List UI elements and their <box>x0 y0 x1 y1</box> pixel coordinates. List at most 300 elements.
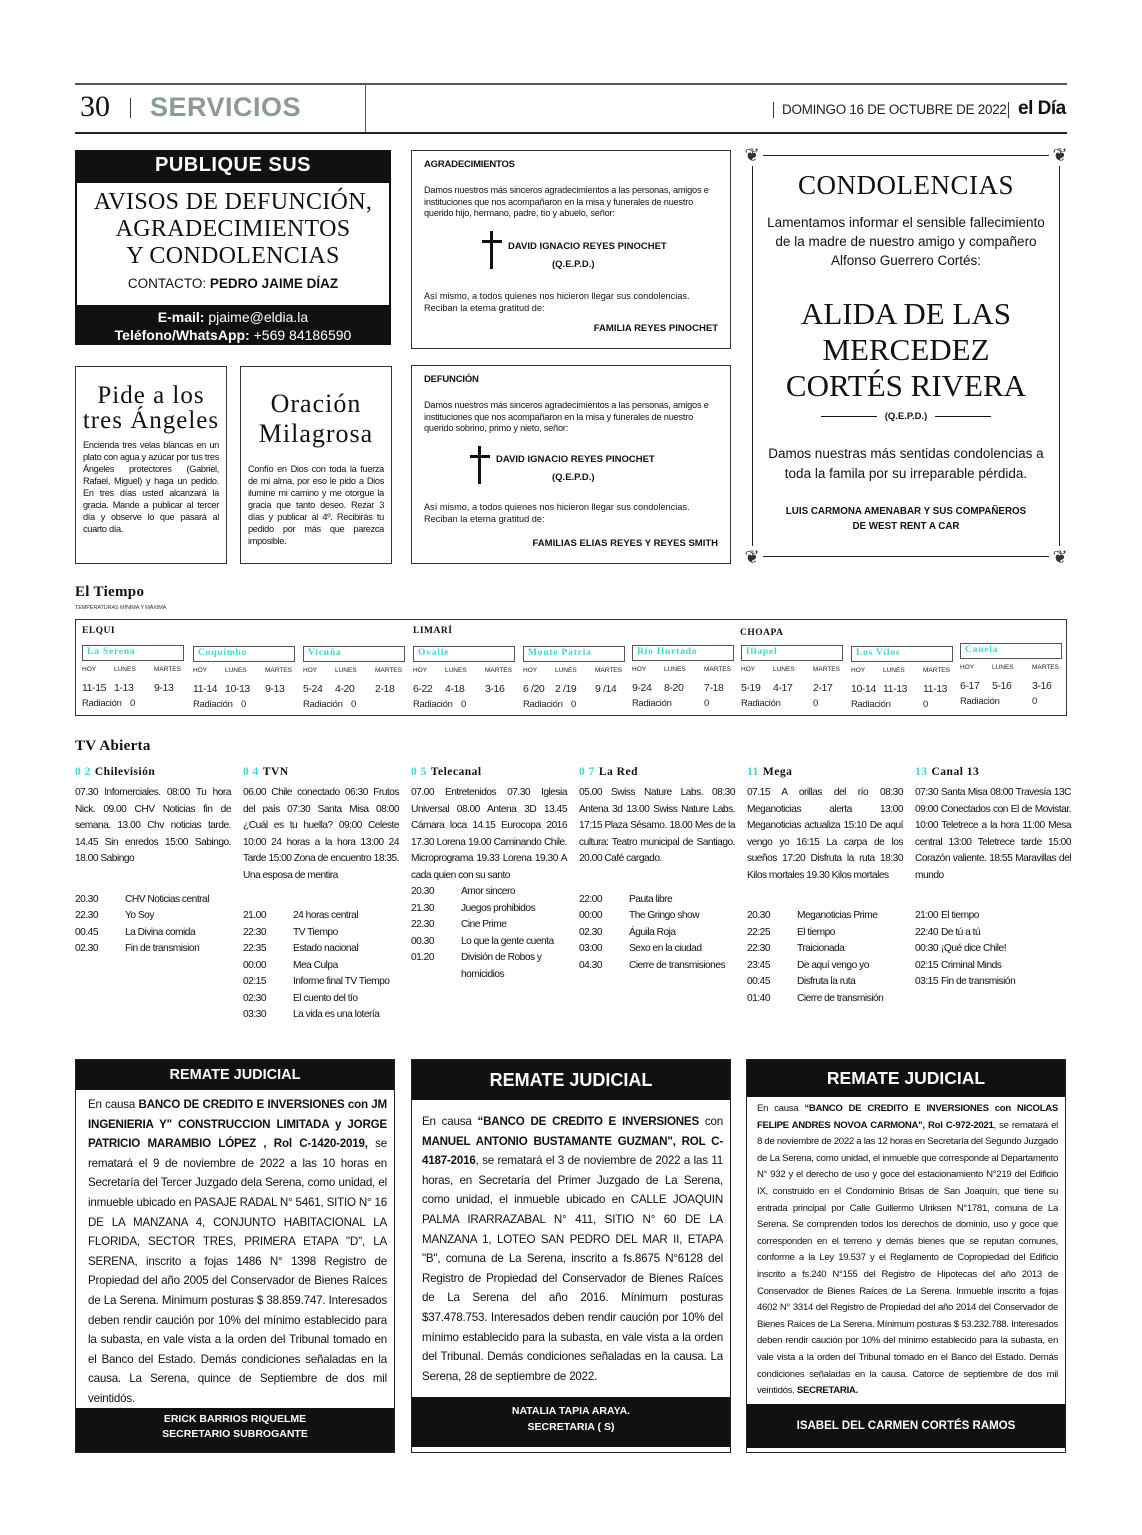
schedule-row <box>747 974 903 991</box>
show-time: 03:00 <box>579 943 602 954</box>
notice-closing: Así mismo, a todos quienes nos hicieron llegar sus condolencias. Reciban la eterna gratitud de: <box>424 502 690 524</box>
forecast-temps <box>741 682 849 698</box>
channel-number: 0 7 <box>579 766 595 778</box>
auction-intro: En causa <box>88 1098 139 1111</box>
show-time: 02:15 <box>243 976 266 987</box>
temperature-range: 3-16 <box>1032 680 1052 692</box>
day-label: MARTES <box>1032 664 1059 671</box>
channel-heading <box>243 766 399 778</box>
deceased-name: DAVID IGNACIO REYES PINOCHET <box>508 241 667 252</box>
day-label: MARTES <box>704 666 731 673</box>
forecast-days <box>851 667 959 677</box>
channel-heading <box>915 766 1071 778</box>
auction-intro: En causa <box>422 1115 478 1128</box>
auction-intro: En causa <box>757 1103 805 1114</box>
brand-divider <box>1008 102 1009 118</box>
show-time: 20.30 <box>411 886 434 897</box>
temperature-range: 11-15 <box>82 682 107 694</box>
publish-contact <box>77 276 389 291</box>
schedule-row <box>747 925 903 942</box>
city-forecast <box>82 666 190 709</box>
show-title: 24 horas central <box>293 910 359 921</box>
show-time: 02.30 <box>579 926 602 938</box>
channel-number: 0 5 <box>411 766 427 778</box>
city-label <box>960 643 1062 659</box>
publish-title-line: AGRADECIMIENTOS <box>115 216 351 242</box>
show-title: Fin de transmision <box>125 943 200 954</box>
show-time: 22.30 <box>411 919 434 930</box>
show-time: 00:00 <box>243 959 266 971</box>
schedule-row <box>915 941 1071 958</box>
show-time: 03:30 <box>243 1009 266 1020</box>
show-time: 00:45 <box>747 976 770 987</box>
day-label: MARTES <box>265 667 292 674</box>
auction-text: , se rematará el 8 de noviembre de 2022 a las 12 horas en Secretaría del Segundo Juzgado de La Serena, como unidad, el inmueble que corresponde al Departamento N° 932 y el derecho de uso y goce del estacionamiento N°219 del Edificio IX, construido en el Condominio Brisas de San Joaquín, que tiene su entrada principal por Calle Guillermo Ulriksen N°1781, comuna de La Serena. Se comprenden todos los derechos de dominio, uso y goce que corresponden en el terreno y demás bienes que se reputan comunes, conforme a la Ley 19.537 y el Reglamento de Copropiedad del Edificio inscrito a fs.240 N°155 del Registro de Hipotecas del año 2013 de Conservador de Bienes Raíces de La Serena. Inmueble inscrito a fojas 4602 N° 3314 del Registro de Propiedad del año 2014 del Conservador de Bienes Raíces de La Serena. Mínimum posturas $ 53.232.788. Interesados deben rendir caución por 10% del mínimo establecido para la subasta, en vale vista a la orden del Tribunal tomado en el Banco del Estado. Demás condiciones señaladas en la causa. Catorce de septiembre de dos mil veintidós. <box>757 1119 1058 1397</box>
schedule-row <box>75 925 231 942</box>
auction-title: REMATE JUDICIAL <box>747 1060 1065 1097</box>
show-title: El tiempo <box>797 926 835 938</box>
contact-name: PEDRO JAIME DÍAZ <box>209 276 339 291</box>
city-name: Illapel <box>746 647 778 657</box>
show-time: 02.30 <box>75 943 98 954</box>
phone-label: Teléfono/WhatsApp: <box>114 327 250 343</box>
day-label: MARTES <box>375 667 402 674</box>
day-label: LUNES <box>992 664 1014 671</box>
schedule-row <box>747 991 903 1008</box>
channel-heading <box>75 766 231 778</box>
temperature-range: 9-24 <box>632 682 652 694</box>
deceased-name <box>753 296 1059 404</box>
city-name: Monte Patria <box>528 648 592 658</box>
show-title: TV Tiempo <box>293 926 338 938</box>
show-time: 02:30 <box>243 992 266 1004</box>
show-time: 03:15 <box>915 976 938 987</box>
auction-signer <box>747 1404 1065 1448</box>
schedule-row <box>579 892 735 909</box>
channel-morning-schedule: 06.00 Chile conectado 06:30 Frutos del país 07:30 Santa Misa 08:00 ¿Cuál es tu huella? 09:00 Celeste 10:00 24 horas a la hora 13:00 24 Tarde 15:00 Zona de encuentro 18:35. Una esposa de mentira <box>243 787 399 881</box>
radiation-value: 0 <box>351 699 356 710</box>
day-label: MARTES <box>923 667 950 674</box>
divider-line <box>821 416 877 418</box>
show-time: 00.30 <box>411 935 434 947</box>
day-label: HOY <box>193 667 208 674</box>
signer-line: LUIS CARMONA AMENABAR Y SUS COMPAÑEROS <box>785 506 1027 517</box>
qepd-divider <box>753 411 1059 422</box>
condolences-intro: Lamentamos informar el sensible fallecimiento de la madre de nuestro amigo y compañero Alfonso Guerrero Cortés: <box>767 215 1045 268</box>
three-angels-title: Pide a los tres Ángeles <box>82 382 220 434</box>
city-label <box>303 646 405 662</box>
name-line: ALIDA DE LAS <box>800 296 1012 331</box>
publish-contact-info <box>75 308 391 344</box>
publish-ad-title <box>77 189 389 270</box>
day-label: HOY <box>413 667 428 674</box>
temperature-range: 5-16 <box>992 680 1012 692</box>
day-label: MARTES <box>485 667 512 674</box>
show-title: The Gringo show <box>629 910 700 921</box>
channel-evening-schedule <box>75 892 231 958</box>
radiation-label: Radiación <box>193 699 233 710</box>
deceased-name: DAVID IGNACIO REYES PINOCHET <box>496 454 655 465</box>
schedule-row <box>243 1007 399 1024</box>
channel-number: 0 2 <box>75 766 91 778</box>
day-label: HOY <box>632 666 647 673</box>
city-name: Canela <box>965 645 999 655</box>
city-name: La Serena <box>87 647 136 657</box>
newspaper-logo: el Día <box>1018 98 1066 119</box>
publish-ad-body <box>77 183 389 305</box>
forecast-days <box>741 666 849 676</box>
show-time: 22:35 <box>243 943 266 954</box>
auction-title: REMATE JUDICIAL <box>76 1060 394 1090</box>
temperature-range: 3-16 <box>485 683 505 695</box>
radiation-label: Radiación <box>413 699 453 710</box>
day-label: MARTES <box>813 666 840 673</box>
show-time: 20.30 <box>75 893 98 905</box>
forecast-temps <box>960 680 1068 696</box>
miracle-prayer-text: Confío en Dios con toda la fuerza de mi alma, por eso le pido a Dios ilumine mi camino y me otorgue la gracia que tanto deseo. Rezar 3 días y publicar al 4º. Recibirás tu pedido por más que parezca imposible. <box>248 464 384 546</box>
issue-date: DOMINGO 16 DE OCTUBRE DE 2022 <box>782 102 1007 117</box>
schedule-row <box>243 958 399 975</box>
cross-icon <box>470 446 490 484</box>
day-label: HOY <box>303 667 318 674</box>
tv-channel <box>579 766 735 974</box>
auction-notice <box>411 1059 731 1453</box>
show-title: Traicionada <box>797 943 845 954</box>
radiation-value: 0 <box>241 699 246 710</box>
show-title: Mea Culpa <box>293 959 338 971</box>
temperature-range: 5-19 <box>741 682 761 694</box>
auction-body <box>76 1090 394 1408</box>
temperature-range: 10-13 <box>225 683 250 695</box>
day-label: LUNES <box>773 666 795 673</box>
radiation-value: 0 <box>461 699 466 710</box>
radiation-label: Radiación <box>523 699 563 710</box>
region-label: LIMARÍ <box>413 626 453 636</box>
day-label: LUNES <box>445 667 467 674</box>
city-label <box>82 645 184 661</box>
temperature-range: 4-20 <box>335 683 355 695</box>
channel-morning-schedule: 07:30 Santa Misa 08:00 Travesía 13C 09:00 Conectados con El de Movistar. 10:00 Teletrece a la hora 11:00 Mesa central 13:00 Teletrece tarde 15:00 Corazón valiente. 18:55 Maravillas del mundo <box>915 787 1071 881</box>
auction-body <box>412 1100 730 1397</box>
schedule-row <box>75 892 231 909</box>
channel-heading <box>579 766 735 778</box>
day-label: LUNES <box>114 666 136 673</box>
city-forecast <box>632 666 740 709</box>
channel-number: 11 <box>747 766 759 778</box>
auction-body <box>747 1097 1065 1404</box>
show-title: Lo que la gente cuenta <box>461 935 554 947</box>
city-forecast <box>523 667 631 710</box>
schedule-row <box>579 925 735 942</box>
weather-title: El Tiempo <box>75 584 145 600</box>
radiation-label: Radiación <box>82 698 122 709</box>
show-title: Estado nacional <box>293 943 358 954</box>
tv-channel <box>243 766 399 1024</box>
show-time: 04.30 <box>579 959 602 971</box>
auction-signer <box>412 1397 730 1447</box>
schedule-row <box>579 908 735 925</box>
forecast-days <box>632 666 740 676</box>
radiation-value: 0 <box>813 698 818 709</box>
show-title: Águila Roja <box>629 926 676 938</box>
schedule-row <box>411 884 567 901</box>
channel-name: Mega <box>762 766 793 778</box>
notice-body: Damos nuestros más sinceros agradecimientos a las personas, amigos e instituciones que nos acompañaron en la misa y funerales de nuestro querido hijo, hermano, padre, tío y abuelo, señor: <box>424 185 709 218</box>
auction-text: con <box>699 1115 723 1128</box>
auction-text: se rematará el 9 de noviembre de 2022 a las 10 horas en Secretaría del Tercer Juzgado dela Serena, como unidad, el inmueble ubicado en PASAJE RADAL N° 5461, SITIO N° 16 DE LA MANZANA 4, CONJUNTO HABITACIONAL LA FLORIDA, SECTOR TRES, PRIMERA ETAPA "D", LA SERENA, inscrito a fojas 1486 N° 1398 Registro de Propiedad del año 2005 del Conservador de Bienes Raíces de La Serena. Minimum posturas $ 38.859.747. Interesados deben rendir caución por 10% del mínimo establecido para la subasta, en vale vista a la orden del Tribunal tomado en el Banco del Estado. Demás condiciones señaladas en la causa. La Serena, quince de Septiembre de dos mil veintidós. <box>88 1137 387 1405</box>
header-bottom-rule <box>75 132 1067 134</box>
condolences-signer <box>753 504 1059 534</box>
region-label: CHOAPA <box>740 628 784 638</box>
region-label: ELQUI <box>82 626 116 636</box>
city-name: Los Vilos <box>856 648 901 658</box>
schedule-row <box>747 908 903 925</box>
show-time: 22:25 <box>747 926 770 938</box>
day-label: MARTES <box>595 667 622 674</box>
channel-morning-schedule: 05.00 Swiss Nature Labs. 08:30 Antena 3d 13.00 Swiss Nature Labs. 17:15 Plaza Sésamo. 18.00 Mes de la cultura: Teatro municipal de Santiago. 20.00 Café cargado. <box>579 787 735 864</box>
channel-name: TVN <box>262 766 289 778</box>
schedule-row <box>747 941 903 958</box>
show-title: Sexo en la ciudad <box>629 943 702 954</box>
channel-number: 0 4 <box>243 766 259 778</box>
publish-heading: PUBLIQUE SUS <box>154 154 312 176</box>
channel-name: Chilevisión <box>94 766 156 778</box>
forecast-days <box>82 666 190 676</box>
show-title: El cuento del tío <box>293 992 358 1004</box>
temperature-range: 4-17 <box>773 682 793 694</box>
schedule-row <box>243 908 399 925</box>
publish-title-line: Y CONDOLENCIAS <box>126 243 340 269</box>
death-notice <box>411 365 731 564</box>
phone-number[interactable]: +569 84186590 <box>253 327 352 343</box>
auction-case: “BANCO DE CREDITO E INVERSIONES con NICOLAS FELIPE ANDRES NOVOA CARMONA", Rol C-972-2021 <box>757 1103 1058 1131</box>
tv-channel <box>747 766 903 1007</box>
divider-line <box>935 416 991 418</box>
channel-evening-schedule <box>747 908 903 1007</box>
channel-name: La Red <box>598 766 638 778</box>
temperature-range: 11-13 <box>883 683 908 695</box>
city-forecast <box>960 664 1068 707</box>
day-label: LUNES <box>883 667 905 674</box>
channel-name: Telecanal <box>430 766 482 778</box>
forecast-days <box>193 667 301 677</box>
city-forecast <box>741 666 849 709</box>
show-title: Pauta libre <box>629 893 673 905</box>
tv-title: TV Abierta <box>75 738 151 754</box>
show-time: 00:30 <box>915 943 938 954</box>
city-label <box>413 646 515 662</box>
show-time: 22:00 <box>579 893 602 905</box>
publish-title-line: AVISOS DE DEFUNCIÓN, <box>93 189 373 215</box>
ornament-icon: ❦ <box>1049 546 1071 568</box>
header-divider <box>130 98 131 118</box>
channel-morning-schedule: 07.15 A orillas del río 08:30 Meganoticias alerta 13:00 Meganoticias actualiza 15:10 De aquí vengo yo 16:15 La carpa de los sueños 17:20 Disfruta la ruta 18:30 Kilos mortales 19.30 Kilos mortales <box>747 787 903 881</box>
publish-notices-ad <box>75 150 391 345</box>
schedule-row <box>243 925 399 942</box>
three-angels-notice <box>75 366 227 564</box>
show-title: Fin de transmisión <box>941 976 1016 987</box>
show-time: 21.30 <box>411 902 434 914</box>
schedule-row <box>411 950 567 983</box>
show-time: 20.30 <box>747 910 770 921</box>
temperature-range: 11-14 <box>193 683 218 695</box>
show-title: Meganoticias Prime <box>797 910 878 921</box>
day-label: HOY <box>960 664 975 671</box>
ornament-icon: ❦ <box>741 546 763 568</box>
show-time: 01:40 <box>747 992 770 1004</box>
forecast-temps <box>523 683 631 699</box>
temperature-range: 9 /14 <box>595 683 617 695</box>
radiation-label: Radiación <box>960 696 1000 707</box>
temperature-range: 2 /19 <box>555 683 577 695</box>
signer-line: DE WEST RENT A CAR <box>852 521 960 532</box>
schedule-row <box>915 958 1071 975</box>
schedule-row <box>411 934 567 951</box>
channel-evening-schedule <box>411 884 567 983</box>
show-time: 22:40 <box>915 926 938 938</box>
day-label: HOY <box>741 666 756 673</box>
forecast-temps <box>193 683 301 699</box>
schedule-row <box>579 958 735 975</box>
forecast-days <box>303 667 411 677</box>
notice-label: AGRADECIMIENTOS <box>424 159 515 170</box>
schedule-row <box>243 974 399 991</box>
forecast-days <box>960 664 1068 674</box>
forecast-days <box>523 667 631 677</box>
schedule-row <box>411 901 567 918</box>
header-column-divider <box>365 85 366 132</box>
show-title: De tú a tú <box>941 926 981 938</box>
ornament-icon: ❦ <box>741 144 763 166</box>
radiation-label: Radiación <box>741 698 781 709</box>
temperature-range: 2-18 <box>375 683 395 695</box>
schedule-row <box>243 991 399 1008</box>
temperature-range: 9-13 <box>265 683 285 695</box>
notice-body: Damos nuestros más sinceros agradecimientos a las personas, amigos e instituciones que nos acompañaron en la misa y funerales de nuestro querido sobrino, primo y nieto, señor: <box>424 400 709 433</box>
qepd-label: (Q.E.P.D.) <box>552 472 595 483</box>
city-label <box>851 646 953 662</box>
day-label: HOY <box>523 667 538 674</box>
three-angels-text: Encienda tres velas blancas en un plato con agua y azúcar por tus tres Ángeles protectores (Gabriel, Rafael, Miguel) y haga un pedido. En tres días usted alcanzará la gracia. Mande a publicar al tercer día y observe lo que pasará al cuarto día. <box>83 440 219 534</box>
show-time: 21.00 <box>243 910 266 921</box>
section-title: SERVICIOS <box>150 92 302 122</box>
notice-signer: FAMILIAS ELIAS REYES Y REYES SMITH <box>532 538 718 549</box>
forecast-temps <box>851 683 959 699</box>
schedule-row <box>411 917 567 934</box>
channel-name: Canal 13 <box>931 766 980 778</box>
temperature-range: 9-13 <box>154 682 174 694</box>
signer-line: SECRETARIA ( S) <box>527 1421 615 1433</box>
auction-signer <box>76 1408 394 1452</box>
day-label: LUNES <box>664 666 686 673</box>
auction-case: BANCO DE CREDITO E INVERSIONES con JM INGENIERIA Y" CONSTRUCCION LIMITADA y JORGE PATRICIO MARAMBIO LÓPEZ , Rol C-1420-2019, <box>88 1098 388 1151</box>
temperature-range: 7-18 <box>704 682 724 694</box>
schedule-row <box>579 941 735 958</box>
auction-text: , se rematará el 3 de noviembre de 2022 a las 11 horas, en Secretaría del Primer Juzgado de La Serena, como unidad, el inmueble ubicado en CALLE JOAQUIN PALMA IRARRAZABAL N° 411, SITIO N° 60 DE LA MANZANA 1, LOTEO SAN PEDRO DEL MAR II, ETAPA "B", comuna de La Serena, inscrito a fs.8675 N°6128 del Registro de Propiedad del Conservador de Bienes Raíces de La Serena del año 2016. Mínimum posturas $37.478.753. Interesados deben rendir caución por 10% del mínimo establecido para la subasta, en vale vista a la orden del Tribunal. Demás condiciones señaladas en la causa. La Serena, 28 de septiembre de 2022. <box>422 1154 723 1383</box>
channel-evening-schedule <box>243 908 399 1024</box>
auction-case: “BANCO DE CREDITO E INVERSIONES <box>477 1115 699 1128</box>
page-number: 30 <box>80 90 110 123</box>
miracle-prayer-title: Oración Milagrosa <box>258 389 374 448</box>
channel-heading <box>411 766 567 778</box>
show-title: La Divina comida <box>125 926 196 938</box>
auction-case: MANUEL ANTONIO BUSTAMANTE GUZMAN", ROL C-4187-2016 <box>422 1134 723 1168</box>
temperature-range: 6 /20 <box>523 683 545 695</box>
forecast-temps <box>413 683 521 699</box>
temperature-range: 5-24 <box>303 683 323 695</box>
day-label: LUNES <box>225 667 247 674</box>
auction-notice <box>75 1059 395 1453</box>
radiation-value: 0 <box>130 698 135 709</box>
day-label: HOY <box>851 667 866 674</box>
miracle-prayer-notice <box>240 366 392 564</box>
schedule-row <box>915 925 1071 942</box>
show-time: 21:00 <box>915 910 938 921</box>
show-time: 22:30 <box>747 943 770 954</box>
tv-channel <box>411 766 567 983</box>
tv-channel <box>75 766 231 958</box>
email-label: E-mail: <box>157 309 205 325</box>
show-time: 01.20 <box>411 952 434 963</box>
header-top-rule <box>75 83 1067 85</box>
forecast-temps <box>303 683 411 699</box>
city-name: Coquimbo <box>198 648 248 658</box>
qepd-label: (Q.E.P.D.) <box>552 259 595 270</box>
day-label: HOY <box>82 666 97 673</box>
signer-line: ISABEL DEL CARMEN CORTÉS RAMOS <box>796 1420 1016 1432</box>
forecast-temps <box>82 682 190 698</box>
condolences-notice <box>744 145 1068 567</box>
weather-table <box>75 619 1067 716</box>
show-title: Disfruta la ruta <box>797 976 856 987</box>
channel-number: 13 <box>915 766 928 778</box>
temperature-range: 6-17 <box>960 680 980 692</box>
auction-title: REMATE JUDICIAL <box>412 1060 730 1100</box>
show-title: Amor sincero <box>461 886 516 897</box>
show-title: CHV Noticias central <box>125 893 209 905</box>
notice-label: DEFUNCIÓN <box>424 374 479 385</box>
notice-closing: Así mismo, a todos quienes nos hicieron llegar sus condolencias. Reciban la eterna gratitud de: <box>424 291 690 313</box>
qepd-label: (Q.E.P.D.) <box>884 411 928 422</box>
channel-morning-schedule: 07.00 Entretenidos 07.30 Iglesia Universal 08.00 Antena 3D 13.45 Cámara loca 14.15 Eurocopa 2016 17.30 Lorena 19.00 Caminando Chile. Microprograma 19.33 Lorena 19.30 A cada quien con su santo <box>411 787 567 881</box>
signer-line: ERICK BARRIOS RIQUELME <box>163 1413 307 1425</box>
show-title: Yo Soy <box>125 910 154 921</box>
radiation-value: 0 <box>571 699 576 710</box>
city-label <box>741 645 843 661</box>
forecast-temps <box>632 682 740 698</box>
city-forecast <box>193 667 301 710</box>
day-label: LUNES <box>335 667 357 674</box>
schedule-row <box>75 908 231 925</box>
schedule-row <box>747 958 903 975</box>
channel-evening-schedule <box>915 908 1071 991</box>
radiation-value: 0 <box>704 698 709 709</box>
temperature-range: 11-13 <box>923 683 948 695</box>
city-name: Vicuña <box>308 648 342 658</box>
ornament-icon: ❦ <box>1049 144 1071 166</box>
radiation-label: Radiación <box>851 699 891 710</box>
show-title: Cine Prime <box>461 919 507 930</box>
email-link[interactable]: pjaime@eldia.la <box>208 309 309 325</box>
channel-evening-schedule <box>579 892 735 975</box>
radiation-value: 0 <box>923 699 928 710</box>
thanks-notice <box>411 150 731 349</box>
temperature-range: 4-18 <box>445 683 465 695</box>
signer-line: NATALIA TAPIA ARAYA. <box>511 1405 631 1417</box>
channel-heading <box>747 766 903 778</box>
cross-icon <box>482 231 502 269</box>
condolences-message: Damos nuestras más sentidas condolencias a toda la famila por su irreparable pérdida. <box>768 446 1044 481</box>
